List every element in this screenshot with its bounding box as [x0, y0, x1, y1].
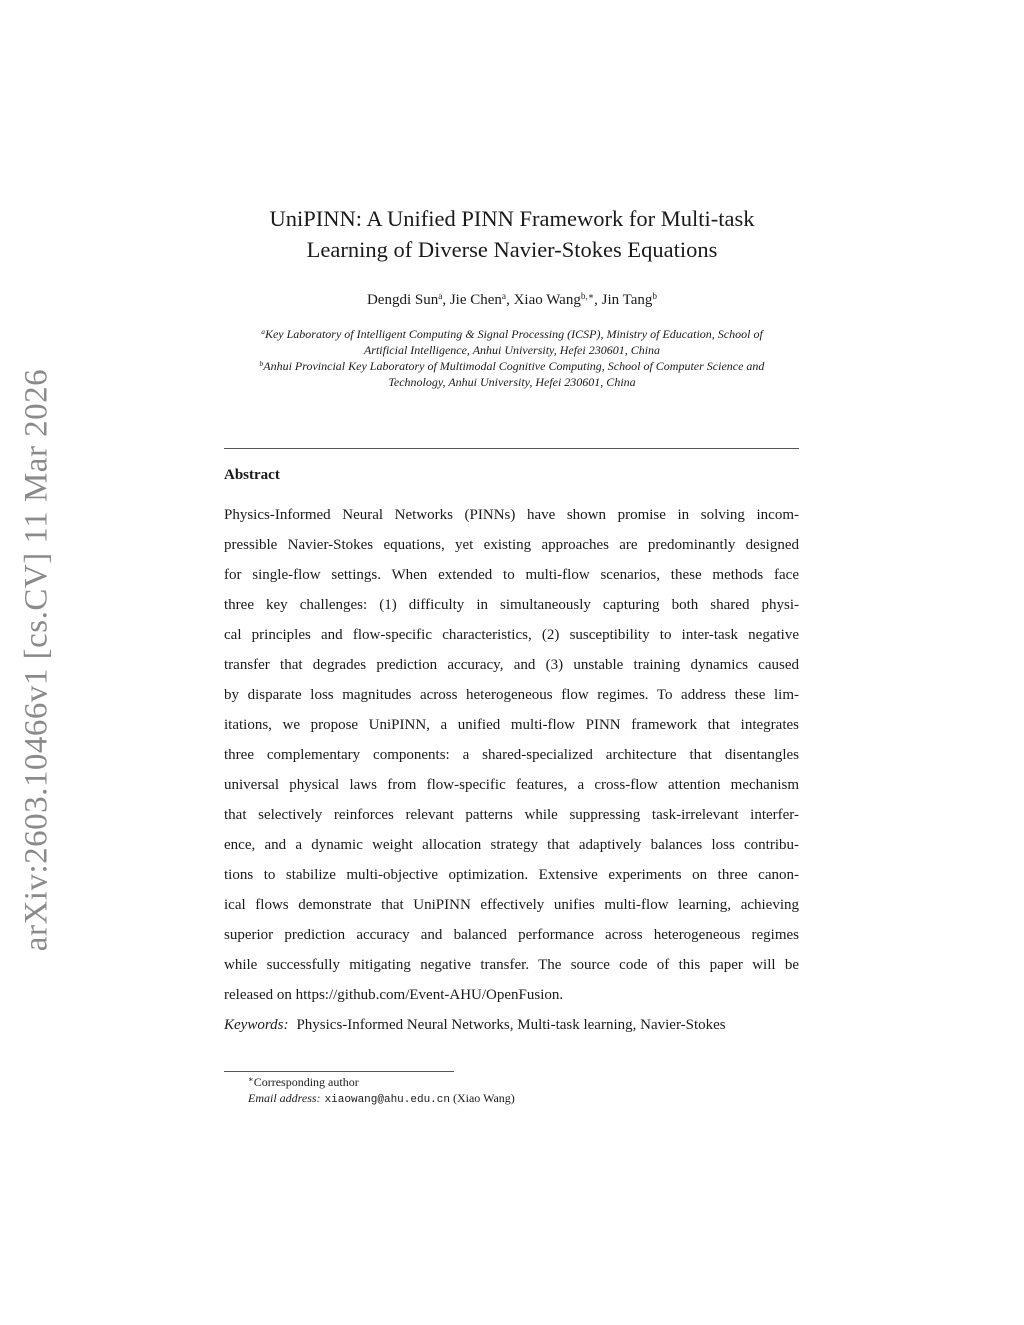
affiliation-mark: b [259, 358, 264, 368]
author-name: Jin Tang [601, 292, 653, 308]
abstract-line: tions to stabilize multi-objective optimization. Extensive experiments on three canon- [224, 867, 799, 883]
email-label: Email address: [248, 1091, 321, 1105]
footnote-rule [224, 1071, 454, 1072]
abstract-line: that selectively reinforces relevant patterns while suppressing task-irrelevant interfer- [224, 807, 799, 823]
email-note [248, 1090, 515, 1108]
corresponding-mark: ∗ [248, 1074, 254, 1084]
abstract-line: universal physical laws from flow-specific features, a cross-flow attention mechanism [224, 777, 799, 793]
abstract-line: three complementary components: a shared-specialized architecture that disentangles [224, 747, 799, 763]
footnotes [248, 1074, 515, 1108]
affiliations [222, 326, 802, 390]
paper-title [0, 203, 1024, 265]
author-affiliation-mark: b,∗ [580, 291, 595, 302]
affiliation-line [222, 358, 802, 374]
abstract-line: transfer that degrades prediction accuracy, and (3) unstable training dynamics caused [224, 657, 799, 673]
abstract-body [224, 500, 799, 1010]
affiliation-text: Key Laboratory of Intelligent Computing & Signal Processing (ICSP), Ministry of Education, School of [264, 327, 763, 341]
affiliation-mark: a [261, 326, 265, 336]
affiliation-text: Anhui Provincial Key Laboratory of Multimodal Cognitive Computing, School of Computer Science and [263, 359, 765, 373]
author-separator: , [506, 292, 514, 308]
abstract-line-last: released on https://github.com/Event-AHU/OpenFusion. [224, 987, 564, 1003]
abstract-heading: Abstract [224, 467, 280, 483]
author-separator: , [442, 292, 450, 308]
title-line-2: Learning of Diverse Navier-Stokes Equations [306, 237, 718, 262]
abstract-line: for single-flow settings. When extended to multi-flow scenarios, these methods face [224, 567, 799, 583]
email-owner: (Xiao Wang) [452, 1091, 515, 1105]
affiliation-line: Technology, Anhui University, Hefei 230601, China [388, 375, 636, 389]
corresponding-text: Corresponding author [253, 1075, 359, 1089]
author-affiliation-mark: b [652, 291, 658, 302]
author-list [0, 290, 1024, 310]
abstract-line: by disparate loss magnitudes across heterogeneous flow regimes. To address these lim- [224, 687, 799, 703]
abstract-line: pressible Navier-Stokes equations, yet existing approaches are predominantly designed [224, 537, 799, 553]
abstract-line: while successfully mitigating negative transfer. The source code of this paper will be [224, 957, 799, 973]
keywords [224, 1015, 726, 1035]
affiliation-line: Artificial Intelligence, Anhui University, Hefei 230601, China [363, 343, 661, 357]
abstract-line: cal principles and flow-specific characteristics, (2) susceptibility to inter-task negative [224, 627, 799, 643]
arxiv-identifier-text: arXiv:2603.10466v1 [cs.CV] 11 Mar 2026 [18, 368, 55, 952]
abstract-line: superior prediction accuracy and balanced performance across heterogeneous regimes [224, 927, 799, 943]
abstract-line: three key challenges: (1) difficulty in simultaneously capturing both shared physi- [224, 597, 799, 613]
author-name: Xiao Wang [513, 292, 581, 308]
abstract-line: Physics-Informed Neural Networks (PINNs) have shown promise in solving incom- [224, 507, 799, 523]
corresponding-author-note [248, 1074, 515, 1090]
author-affiliation-mark: a [438, 291, 443, 302]
abstract-line: itations, we propose UniPINN, a unified multi-flow PINN framework that integrates [224, 717, 799, 733]
email-link[interactable]: xiaowang@ahu.edu.cn [324, 1094, 450, 1106]
abstract-top-rule [224, 448, 799, 449]
title-line-1: UniPINN: A Unified PINN Framework for Multi-task [269, 206, 755, 231]
abstract-line: ence, and a dynamic weight allocation strategy that adaptively balances loss contribu- [224, 837, 799, 853]
author-separator: , [594, 292, 602, 308]
affiliation-line [222, 326, 802, 342]
keywords-label: Keywords: [224, 1017, 289, 1033]
abstract-line: ical flows demonstrate that UniPINN effectively unifies multi-flow learning, achieving [224, 897, 799, 913]
author-affiliation-mark: a [501, 291, 507, 302]
keywords-text: Physics-Informed Neural Networks, Multi-task learning, Navier-Stokes [296, 1017, 726, 1033]
author-name: Dengdi Sun [366, 292, 439, 308]
author-name: Jie Chen [449, 292, 502, 308]
